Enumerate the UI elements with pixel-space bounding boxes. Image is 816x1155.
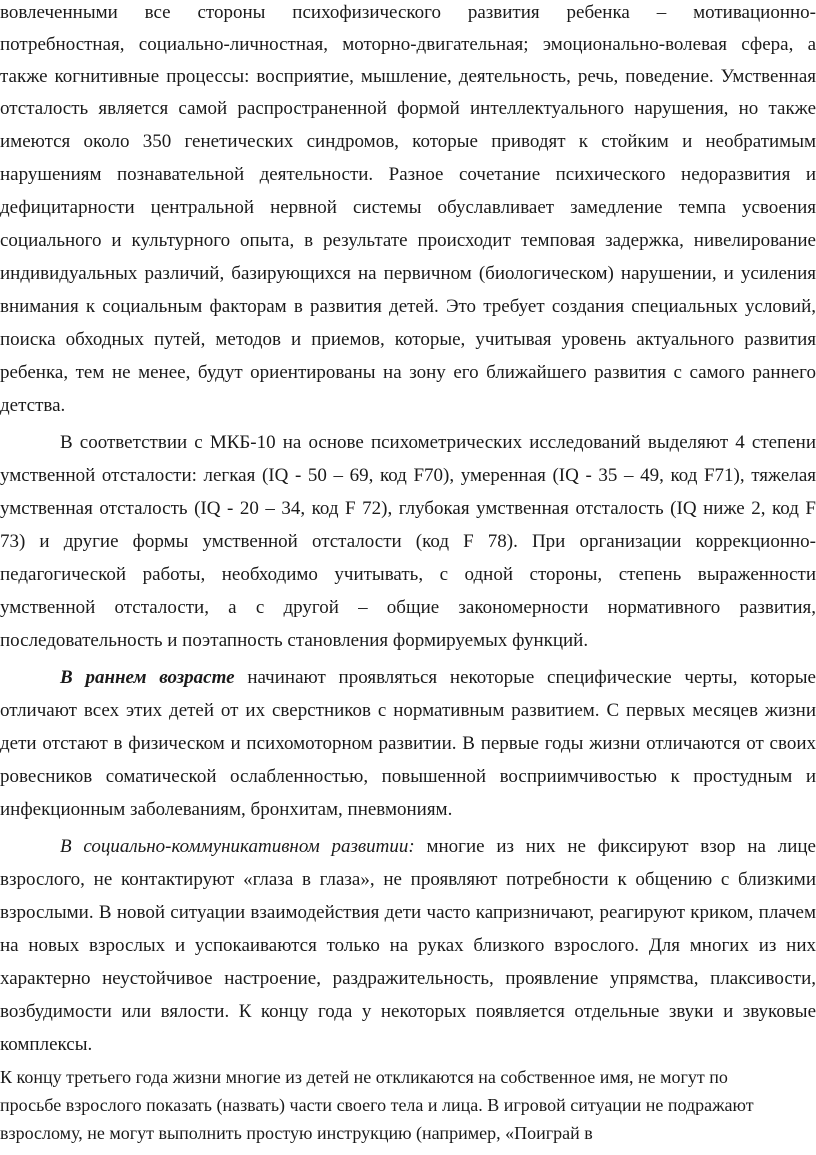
text-span: многие из них не фиксируют взор на лице	[414, 836, 816, 857]
text-line: потребностная, социально-личностная, моторно-двигательная; эмоционально-волевая сфера, а	[0, 34, 816, 55]
emphasis-heading: В раннем возрасте	[60, 667, 235, 688]
text-line	[60, 836, 816, 858]
text-line: детства.	[0, 395, 66, 416]
text-line: умственная отсталость (IQ - 20 – 34, код F 72), глубокая умственная отсталость (IQ ниже 2, код F	[0, 498, 816, 519]
text-line: дефицитарности центральной нервной системы обуславливает замедление темпа усвоения	[0, 197, 816, 218]
text-line: внимания к социальным факторам в развития детей. Это требует создания специальных условий,	[0, 296, 816, 317]
text-line: имеются около 350 генетических синдромов, которые приводят к стойким и необратимым	[0, 131, 816, 152]
text-line: отличают всех этих детей от их сверстников с нормативным развитием. С первых месяцев жизни	[0, 700, 816, 721]
text-line: взрослыми. В новой ситуации взаимодействия дети часто капризничают, реагируют криком, плачем	[0, 902, 816, 923]
text-line: индивидуальных различий, базирующихся на первичном (биологическом) нарушении, и усиления	[0, 263, 816, 284]
text-line: ребенка, тем не менее, будут ориентированы на зону его ближайшего развития с самого раннего	[0, 362, 816, 383]
text-line: характерно неустойчивое настроение, раздражительность, проявление упрямства, плаксивости,	[0, 968, 816, 989]
text-line: возбудимости или вялости. К концу года у некоторых появляется отдельные звуки и звуковые	[0, 1001, 816, 1022]
text-line: взрослого, не контактируют «глаза в глаза», не проявляют потребности к общению с близкими	[0, 869, 816, 890]
emphasis-heading: В социально-коммуникативном развитии:	[60, 836, 415, 857]
text-line: вовлеченными все стороны психофизического развития ребенка – мотивационно-	[0, 2, 816, 23]
text-line: 73) и другие формы умственной отсталости (код F 78). При организации коррекционно-	[0, 531, 816, 552]
text-line: дети отстают в физическом и психомоторном развитии. В первые годы жизни отличаются от своих	[0, 733, 816, 754]
text-line: поиска обходных путей, методов и приемов, которые, учитывая уровень актуального развития	[0, 329, 816, 350]
text-line: взрослому, не могут выполнить простую инструкцию (например, «Поиграй в	[0, 1123, 593, 1143]
text-line: педагогической работы, необходимо учитывать, с одной стороны, степень выраженности	[0, 564, 816, 585]
text-line: инфекционным заболеваниям, бронхитам, пневмониям.	[0, 799, 453, 820]
text-line: комплексы.	[0, 1034, 93, 1055]
text-line: нарушениям познавательной деятельности. Разное сочетание психического недоразвития и	[0, 164, 816, 185]
text-line: ровесников соматической ослабленностью, повышенной восприимчивостью к простудным и	[0, 766, 816, 787]
text-line: последовательность и поэтапность становления формируемых функций.	[0, 630, 589, 651]
text-line: также когнитивные процессы: восприятие, мышление, деятельность, речь, поведение. Умственная	[0, 66, 816, 87]
text-line: просьбе взрослого показать (назвать) части своего тела и лица. В игровой ситуации не подражают	[0, 1095, 754, 1115]
text-line: умственной отсталости, а с другой – общие закономерности нормативного развития,	[0, 597, 816, 618]
text-line: отсталость является самой распространенной формой интеллектуального нарушения, но также	[0, 98, 816, 119]
text-line: на новых взрослых и успокаиваются только на руках близкого взрослого. Для многих из них	[0, 935, 816, 956]
text-line	[60, 667, 816, 689]
text-line: умственной отсталости: легкая (IQ - 50 – 69, код F70), умеренная (IQ - 35 – 49, код F71), тяжелая	[0, 465, 816, 486]
text-line: социального и культурного опыта, в результате происходит темповая задержка, нивелирование	[0, 230, 816, 251]
text-line: К концу третьего года жизни многие из детей не откликаются на собственное имя, не могут по	[0, 1067, 728, 1087]
text-line: В соответствии с МКБ-10 на основе психометрических исследований выделяют 4 степени	[60, 432, 816, 453]
text-span: начинают проявляться некоторые специфические черты, которые	[234, 667, 816, 688]
